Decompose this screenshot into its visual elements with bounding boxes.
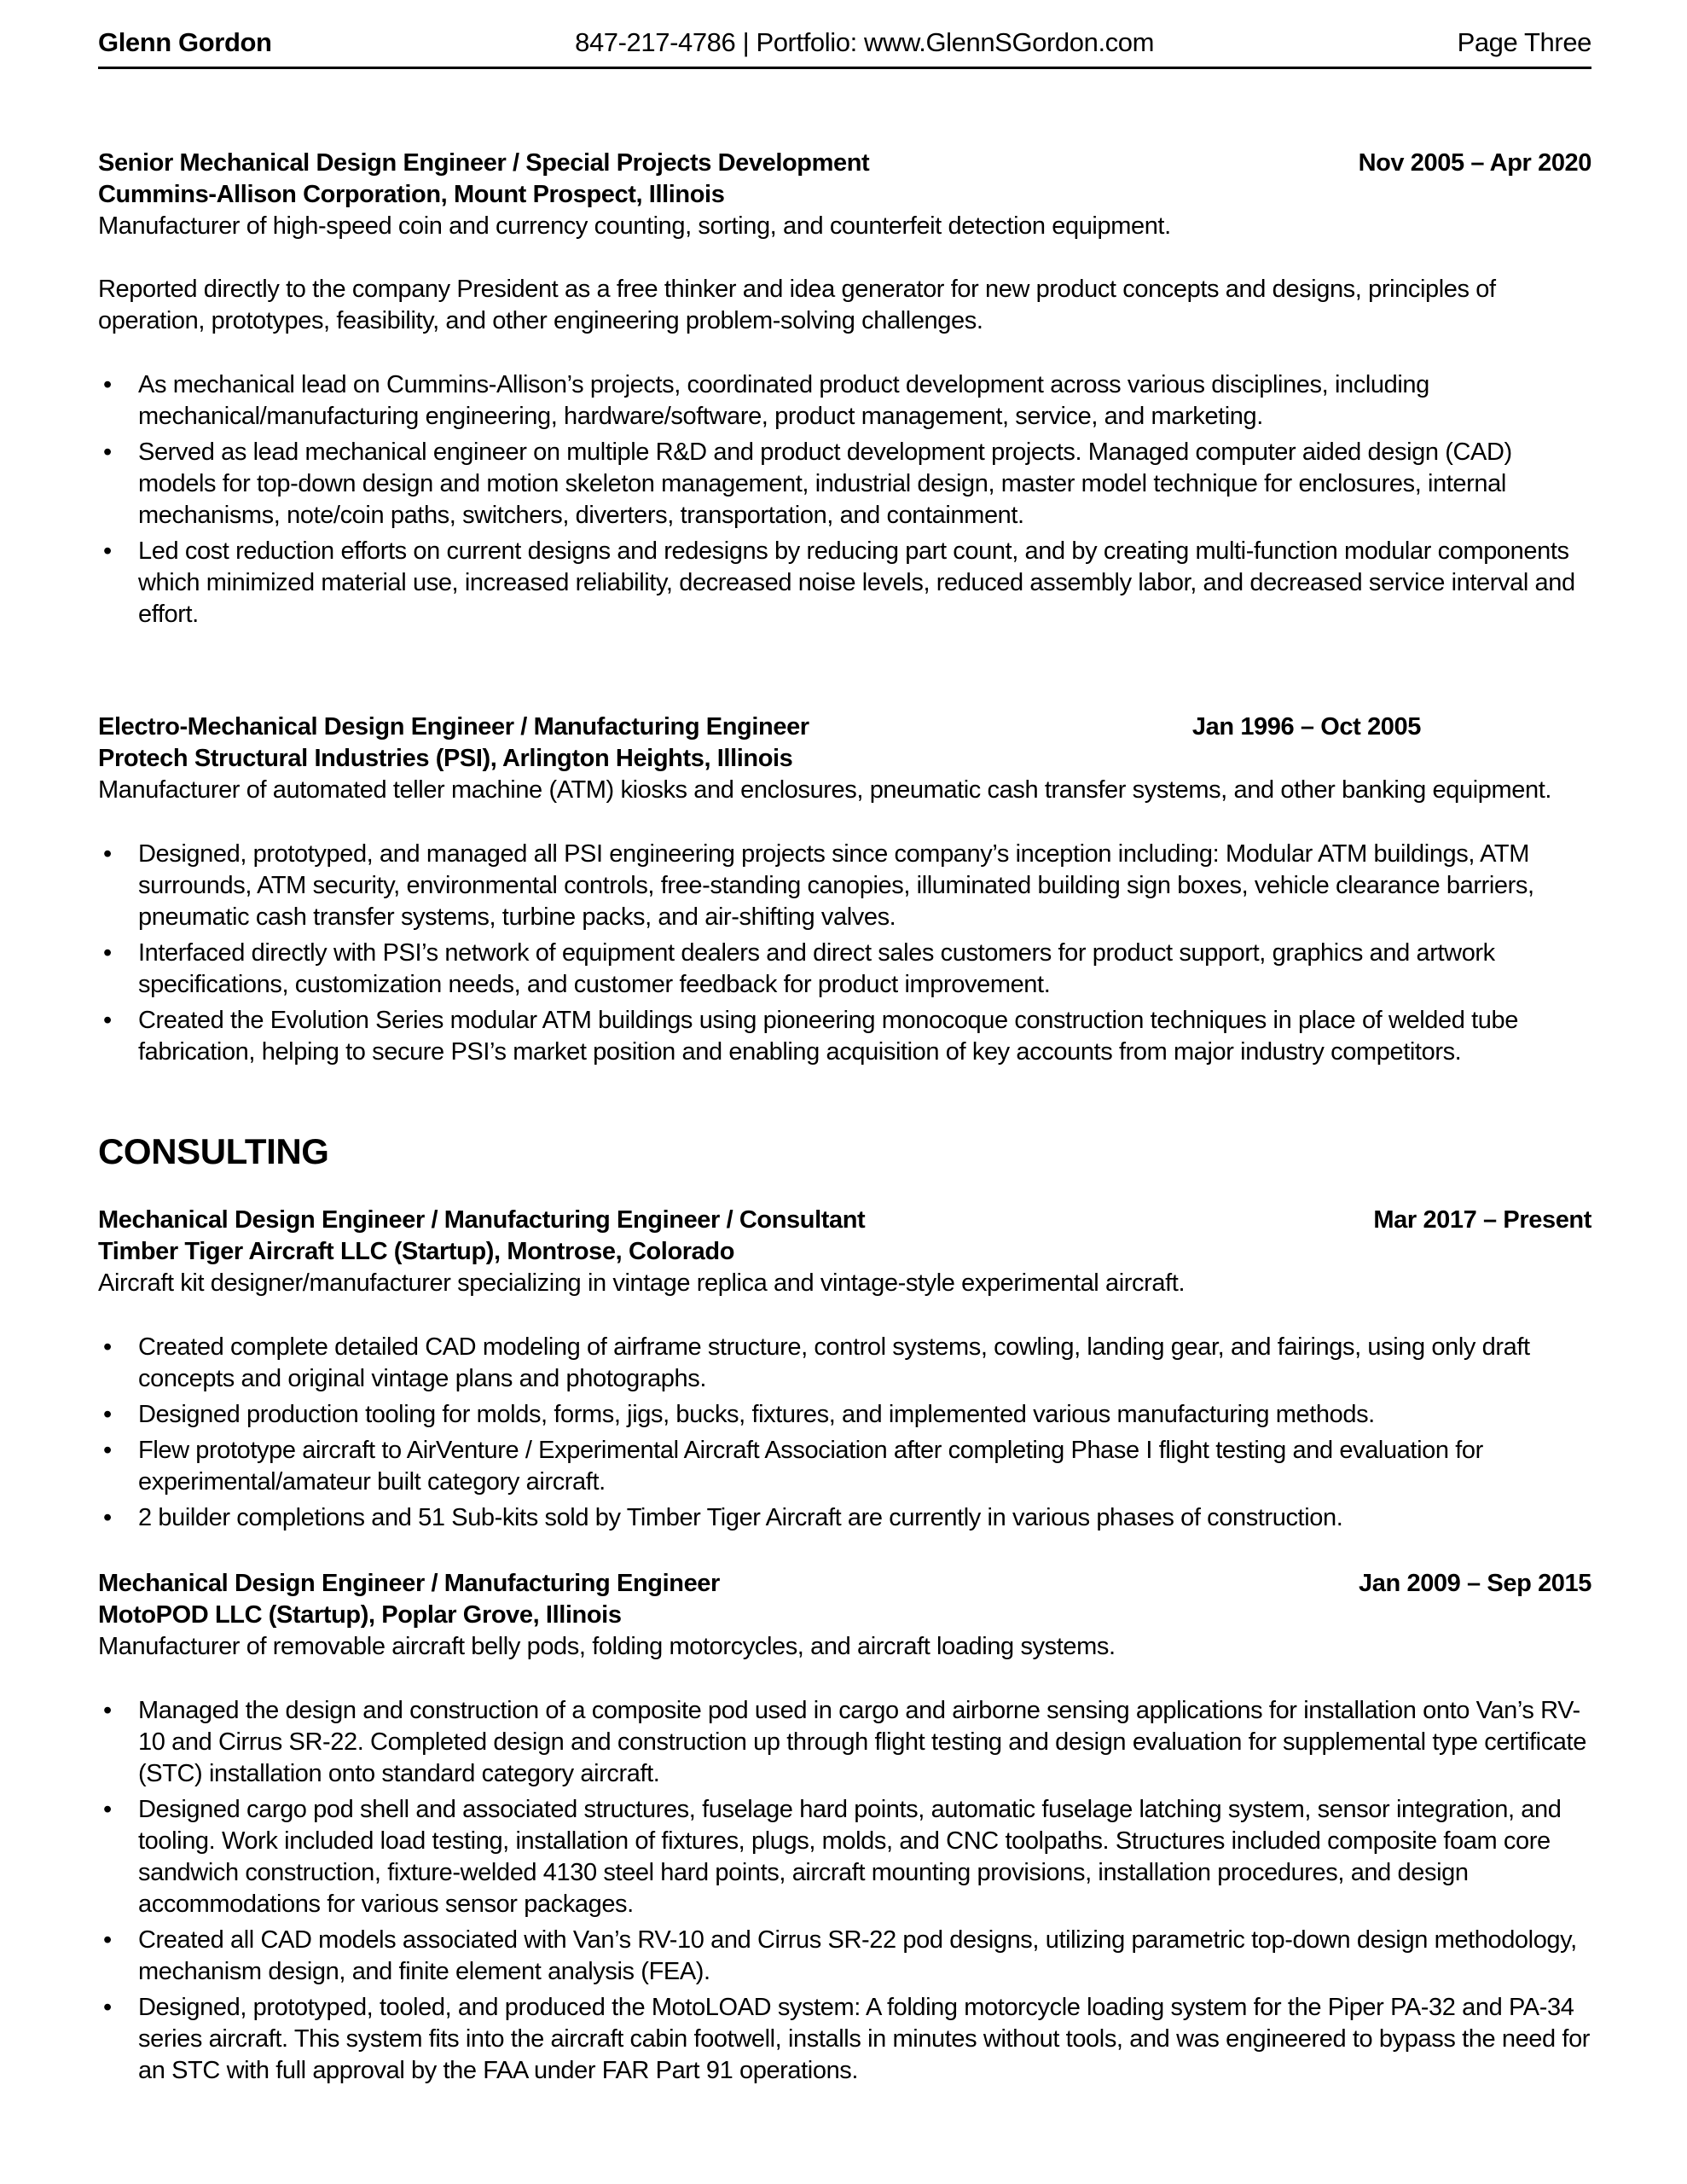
job-title-row	[98, 1205, 1591, 1236]
job-title-row	[98, 712, 1591, 743]
bullet-item: • Created complete detailed CAD modeling of airframe structure, control systems, cowling, landing gear, and fairings, using only draft concepts and original vintage plans and photographs.	[98, 1332, 1591, 1395]
job-title: Mechanical Design Engineer / Manufacturing Engineer	[98, 1570, 720, 1597]
bullet-item: • Designed, prototyped, tooled, and produced the MotoLOAD system: A folding motorcycle loading system for the Piper PA-32 and PA-34 series aircraft. This system fits into the aircraft cabin footwell, installs in minutes without tools, and was engineered to bypass the need for an STC with full approval by the FAA under FAR Part 91 operations.	[98, 1992, 1591, 2087]
job-company: Cummins-Allison Corporation, Mount Prospect, Illinois	[98, 181, 725, 208]
job-title: Senior Mechanical Design Engineer / Special Projects Development	[98, 149, 870, 177]
job-title-row	[98, 1568, 1591, 1600]
page-header	[98, 26, 1591, 60]
bullet-list	[98, 839, 1591, 1068]
header-page-number: Page Three	[1457, 27, 1591, 57]
job-section-cummins-allison	[98, 148, 1591, 630]
job-date: Jan 2009 – Sep 2015	[1359, 1570, 1591, 1597]
job-section-timber-tiger	[98, 1205, 1591, 1534]
job-paragraph: Reported directly to the company President as a free thinker and idea generator for new product concepts and designs, principles of operation, prototypes, feasibility, and other engineering problem-solving challenges.	[98, 276, 1496, 334]
bullet-item: • Led cost reduction efforts on current designs and redesigns by reducing part count, and by creating multi-function modular components which minimized material use, increased reliability, decreased noise levels, reduced assembly labor, and decreased service interval and effort.	[98, 536, 1591, 630]
job-date: Jan 1996 – Oct 2005	[1191, 713, 1421, 741]
bullet-item: • As mechanical lead on Cummins-Allison’s projects, coordinated product development across various disciplines, including mechanical/manufacturing engineering, hardware/software, product management, service, and marketing.	[98, 369, 1591, 433]
bullet-item: • 2 builder completions and 51 Sub-kits sold by Timber Tiger Aircraft are currently in various phases of construction.	[98, 1502, 1591, 1534]
job-date: Mar 2017 – Present	[1373, 1206, 1591, 1234]
header-name: Glenn Gordon	[98, 27, 272, 57]
job-summary: Manufacturer of removable aircraft belly pods, folding motorcycles, and aircraft loading systems.	[98, 1633, 1116, 1660]
job-title: Mechanical Design Engineer / Manufacturing Engineer / Consultant	[98, 1206, 866, 1234]
bullet-item: • Designed, prototyped, and managed all PSI engineering projects since company’s inception including: Modular ATM buildings, ATM surrounds, ATM security, environmental controls, free-standing canopies, illuminated building sign boxes, vehicle clearance barriers, pneumatic cash transfer systems, turbine packs, and air-shifting valves.	[98, 839, 1591, 933]
bullet-item: • Created all CAD models associated with Van’s RV-10 and Cirrus SR-22 pod designs, utilizing parametric top-down design methodology, mechanism design, and finite element analysis (FEA).	[98, 1925, 1591, 1988]
consulting-section-heading: CONSULTING	[98, 1131, 329, 1171]
job-title: Electro-Mechanical Design Engineer / Manufacturing Engineer	[98, 713, 809, 741]
job-summary: Aircraft kit designer/manufacturer specializing in vintage replica and vintage-style experimental aircraft.	[98, 1269, 1186, 1297]
bullet-item: • Designed production tooling for molds, forms, jigs, bucks, fixtures, and implemented various manufacturing methods.	[98, 1399, 1591, 1431]
job-summary: Manufacturer of high-speed coin and currency counting, sorting, and counterfeit detection equipment.	[98, 212, 1171, 240]
job-title-row	[98, 148, 1591, 179]
job-date: Nov 2005 – Apr 2020	[1358, 149, 1591, 177]
bullet-item: • Created the Evolution Series modular ATM buildings using pioneering monocoque construction techniques in place of welded tube fabrication, helping to secure PSI’s market position and enabling acquisition of key accounts from major industry competitors.	[98, 1005, 1591, 1068]
job-summary: Manufacturer of automated teller machine (ATM) kiosks and enclosures, pneumatic cash transfer systems, and other banking equipment.	[98, 776, 1552, 804]
bullet-list	[98, 1332, 1591, 1534]
job-company: MotoPOD LLC (Startup), Poplar Grove, Illinois	[98, 1601, 622, 1629]
header-contact: 847-217-4786 | Portfolio: www.GlennSGordon.com	[575, 27, 1155, 57]
bullet-list	[98, 1695, 1591, 2087]
bullet-list	[98, 369, 1591, 630]
bullet-item: • Designed cargo pod shell and associated structures, fuselage hard points, automatic fuselage latching system, sensor integration, and tooling. Work included load testing, installation of fixtures, plugs, molds, and CNC toolpaths. Structures included composite foam core sandwich construction, fixture-welded 4130 steel hard points, aircraft mounting provisions, installation procedures, and design accommodations for various sensor packages.	[98, 1794, 1591, 1920]
job-company: Timber Tiger Aircraft LLC (Startup), Montrose, Colorado	[98, 1238, 735, 1265]
bullet-item: • Flew prototype aircraft to AirVenture / Experimental Aircraft Association after completing Phase I flight testing and evaluation for experimental/amateur built category aircraft.	[98, 1435, 1591, 1498]
job-company: Protech Structural Industries (PSI), Arlington Heights, Illinois	[98, 745, 793, 772]
job-section-motopod	[98, 1568, 1591, 2087]
job-section-psi	[98, 712, 1591, 1068]
bullet-item: • Served as lead mechanical engineer on multiple R&D and product development projects. Managed computer aided design (CAD) models for top-down design and motion skeleton management, industrial design, master model technique for enclosures, internal mechanisms, note/coin paths, switchers, diverters, transportation, and containment.	[98, 437, 1591, 531]
bullet-item: • Managed the design and construction of a composite pod used in cargo and airborne sensing applications for installation onto Van’s RV-10 and Cirrus SR-22. Completed design and construction up through flight testing and design evaluation for supplemental type certificate (STC) installation onto standard category aircraft.	[98, 1695, 1591, 1790]
header-divider	[98, 67, 1591, 69]
bullet-item: • Interfaced directly with PSI’s network of equipment dealers and direct sales customers for product support, graphics and artwork specifications, customization needs, and customer feedback for product improvement.	[98, 938, 1591, 1001]
